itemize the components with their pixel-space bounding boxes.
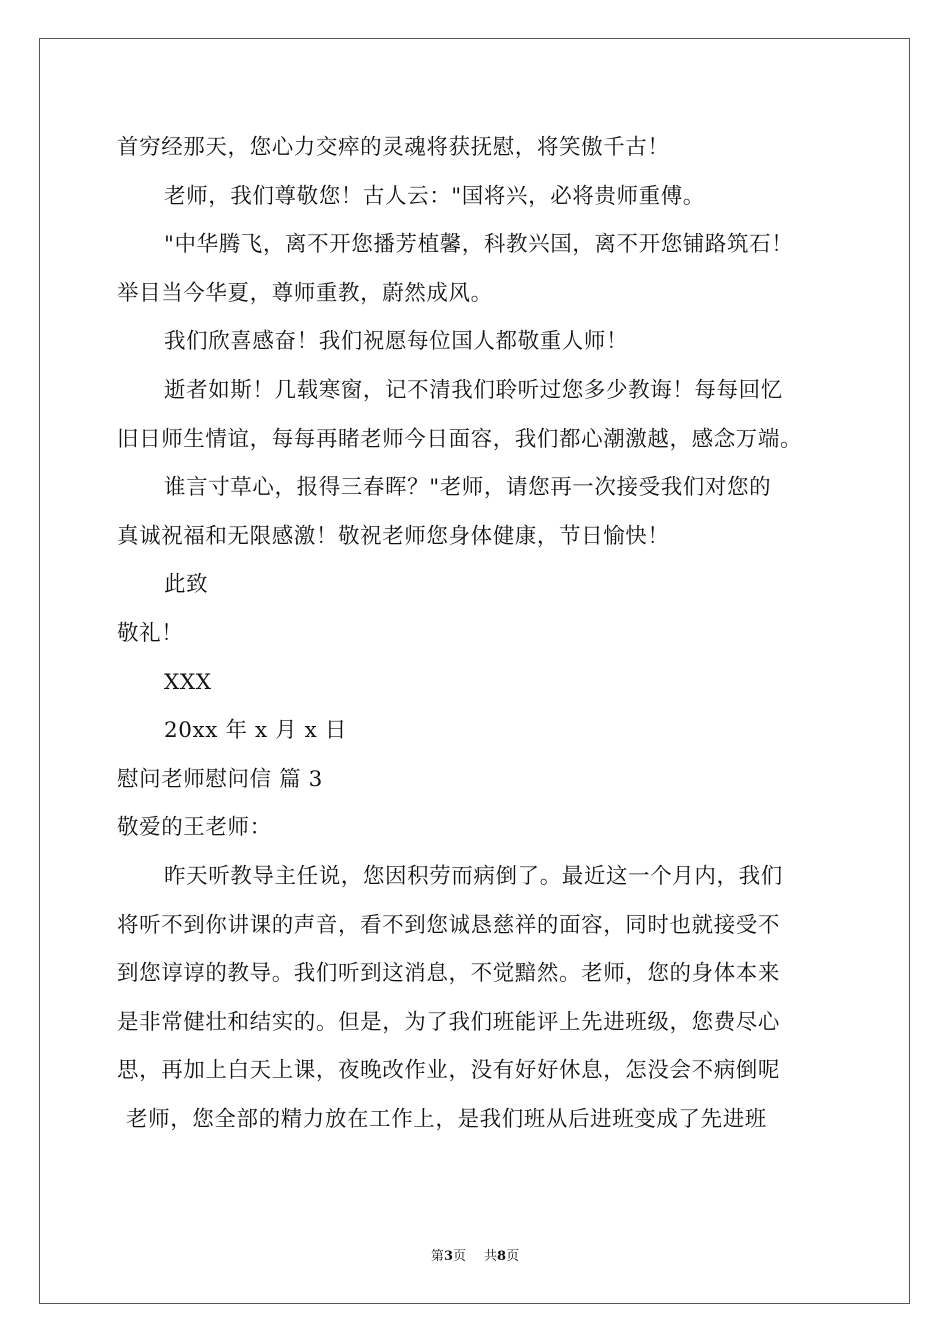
text-line: 昨天听教导主任说，您因积劳而病倒了。最近这一个月内，我们 bbox=[164, 863, 783, 889]
text-line: 真诚祝福和无限感激！敬祝老师您身体健康，节日愉快！ bbox=[117, 523, 670, 549]
page-suffix: 页 bbox=[452, 1249, 466, 1264]
page-prefix: 第 bbox=[430, 1249, 444, 1264]
text-line: 思，再加上白天上课，夜晚改作业，没有好好休息，怎没会不病倒呢 bbox=[117, 1058, 781, 1084]
text-line: 谁言寸草心，报得三春晖？"老师，请您再一次接受我们对您的 bbox=[164, 475, 772, 501]
text-line: 将听不到你讲课的声音，看不到您诚恳慈祥的面容，同时也就接受不 bbox=[117, 912, 781, 938]
text-line: 旧日师生情谊，每每再睹老师今日面容，我们都心潮激越，感念万端。 bbox=[117, 426, 803, 452]
signature: XXX bbox=[164, 669, 212, 695]
current-page-number: 3 bbox=[443, 1249, 453, 1264]
letter-date: 20xx 年 x 月 x 日 bbox=[164, 718, 347, 744]
text-line: 首穷经那天，您心力交瘁的灵魂将获抚慰，将笑傲千古！ bbox=[117, 135, 670, 160]
text-line: 是非常健壮和结实的。但是，为了我们班能评上先进班级，您费尽心 bbox=[117, 1009, 781, 1035]
document-body bbox=[117, 124, 857, 1144]
total-page-number: 8 bbox=[497, 1249, 507, 1264]
closing-salutation: 此致 bbox=[164, 572, 209, 598]
text-line: "中华腾飞，离不开您播芳植馨，科教兴国，离不开您铺路筑石！ bbox=[164, 232, 794, 258]
total-prefix: 共 bbox=[484, 1249, 498, 1264]
text-line: 举目当今华夏，尊师重教，蔚然成风。 bbox=[117, 280, 493, 306]
closing-regards: 敬礼！ bbox=[117, 620, 184, 646]
text-line: 老师，我们尊敬您！古人云："国将兴，必将贵师重傅。 bbox=[164, 183, 705, 209]
section-heading: 慰问老师慰问信 篇 3 bbox=[117, 766, 323, 792]
text-line: 我们欣喜感奋！我们祝愿每位国人都敬重人师！ bbox=[164, 329, 629, 355]
text-line: 逝者如斯！几载寒窗，记不清我们聆听过您多少教诲！每每回忆 bbox=[164, 377, 783, 403]
total-suffix: 页 bbox=[506, 1249, 520, 1264]
page-footer bbox=[0, 1245, 950, 1264]
letter-greeting: 敬爱的王老师： bbox=[117, 815, 272, 841]
text-line: 到您谆谆的教导。我们听到这消息，不觉黯然。老师，您的身体本来 bbox=[117, 961, 781, 987]
text-line: 老师，您全部的精力放在工作上，是我们班从后进班变成了先进班 bbox=[126, 1106, 767, 1132]
